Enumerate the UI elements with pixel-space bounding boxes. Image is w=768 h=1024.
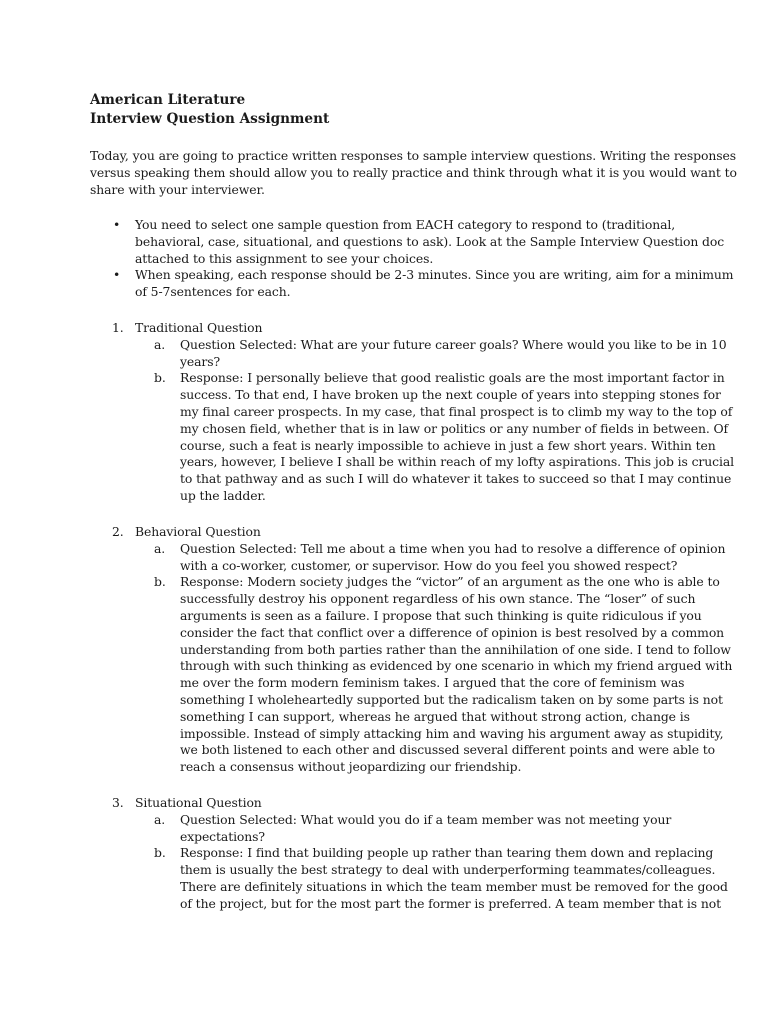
text-line: impossible. Instead of simply attacking him and waving his argument away as stupidity, [180, 725, 724, 741]
section-number: 1. [112, 320, 124, 335]
text-line: Question Selected: What are your future career goals? Where would you like to be in 10 [180, 336, 727, 352]
question-selected [90, 540, 726, 575]
section-heading [90, 795, 680, 812]
question-selected [90, 336, 727, 371]
text-line: up the ladder. [180, 487, 266, 503]
text-line: success. To that end, I have broken up the next couple of years into stepping stones for [180, 387, 721, 403]
instruction-line: attached to this assignment to see your choices. [135, 250, 434, 266]
text-line: Question Selected: Tell me about a time when you had to resolve a difference of opinion [180, 540, 726, 556]
text-line: through with such thinking as evidenced by one scenario in which my friend argued with [180, 658, 733, 674]
bullet-marker: • [113, 217, 121, 232]
text-line: years? [180, 353, 221, 369]
instructions-list [90, 217, 734, 301]
text-line: with a co-worker, customer, or supervisor. How do you feel you showed respect? [180, 557, 678, 573]
section-traditional [90, 320, 734, 505]
intro-line: versus speaking them should allow you to really practice and think through what it is you would want to [90, 164, 737, 180]
text-line: something I wholeheartedly supported but the radicalism taken on by some parts is not [180, 691, 723, 707]
section-number: 2. [112, 524, 124, 539]
section-heading [90, 524, 680, 541]
intro-line: share with your interviewer. [90, 181, 265, 197]
response [90, 370, 734, 504]
intro-paragraph [90, 148, 737, 198]
instruction-item [90, 267, 734, 301]
bullet-marker: • [113, 267, 121, 283]
section-title: Traditional Question [135, 320, 263, 335]
instruction-line: When speaking, each response should be 2-3 minutes. Since you are writing, aim for a minimum [135, 267, 734, 283]
text-line: understanding from both parties rather than the annihilation of one side. I tend to follow [180, 641, 731, 657]
response [90, 574, 733, 776]
text-line: me over the form modern feminism takes. I argued that the core of feminism was [180, 675, 685, 691]
section-title: Behavioral Question [135, 524, 261, 539]
item-letter: b. [154, 370, 166, 386]
instruction-line: behavioral, case, situational, and questions to ask). Look at the Sample Interview Question doc [135, 233, 725, 249]
instruction-line: You need to select one sample question from EACH category to respond to (traditional, [135, 217, 676, 232]
text-line: Response: I personally believe that good realistic goals are the most important factor in [180, 370, 725, 386]
text-line: course, such a feat is nearly impossible to achieve in just a few short years. Within ten [180, 437, 716, 453]
text-line: Question Selected: What would you do if a team member was not meeting your [180, 811, 672, 827]
section-behavioral [90, 524, 733, 776]
section-number: 3. [112, 795, 124, 810]
text-line: my chosen field, whether that is in law or politics or any number of fields in between. Of [180, 420, 729, 436]
text-line: There are definitely situations in which the team member must be removed for the good [180, 878, 728, 894]
text-line: expectations? [180, 828, 265, 844]
item-letter: a. [154, 540, 166, 556]
text-line: to that pathway and as such I will do whatever it takes to succeed so that I may continue [180, 471, 732, 487]
item-letter: b. [154, 845, 166, 861]
text-line: years, however, I believe I shall be within reach of my lofty aspirations. This job is crucial [180, 454, 734, 470]
document-heading [90, 91, 329, 129]
item-letter: a. [154, 336, 166, 352]
item-letter: a. [154, 811, 166, 827]
text-line: reach a consensus without jeopardizing our friendship. [180, 759, 522, 775]
text-line: Response: I find that building people up rather than tearing them down and replacing [180, 845, 714, 861]
response [90, 845, 728, 912]
instruction-line: of 5-7sentences for each. [135, 284, 291, 300]
item-letter: b. [154, 574, 166, 590]
question-selected [90, 812, 680, 846]
text-line: my final career prospects. In my case, that final prospect is to climb my way to the top of [180, 403, 733, 419]
assignment-title: Interview Question Assignment [90, 111, 330, 127]
text-line: arguments is seen as a failure. I propose that such thinking is quite ridiculous if you [180, 607, 702, 623]
section-title: Situational Question [135, 795, 262, 810]
section-situational [90, 795, 728, 913]
text-line: we both listened to each other and discussed several different points and were able to [180, 742, 716, 758]
text-line: consider the fact that conflict over a difference of opinion is best resolved by a common [180, 624, 725, 640]
section-heading [90, 320, 680, 337]
text-line: something I can support, whereas he argued that without strong action, change is [180, 708, 690, 724]
text-line: of the project, but for the most part the former is preferred. A team member that is not [180, 895, 721, 911]
text-line: Response: Modern society judges the “victor” of an argument as the one who is able to [180, 574, 720, 590]
course-title: American Literature [90, 92, 246, 108]
text-line: them is usually the best strategy to deal with underperforming teammates/colleagues. [180, 862, 716, 878]
text-line: successfully destroy his opponent regardless of his own stance. The “loser” of such [180, 591, 696, 607]
intro-line: Today, you are going to practice written responses to sample interview questions. Writing the responses [90, 148, 736, 163]
instruction-item [90, 217, 725, 267]
